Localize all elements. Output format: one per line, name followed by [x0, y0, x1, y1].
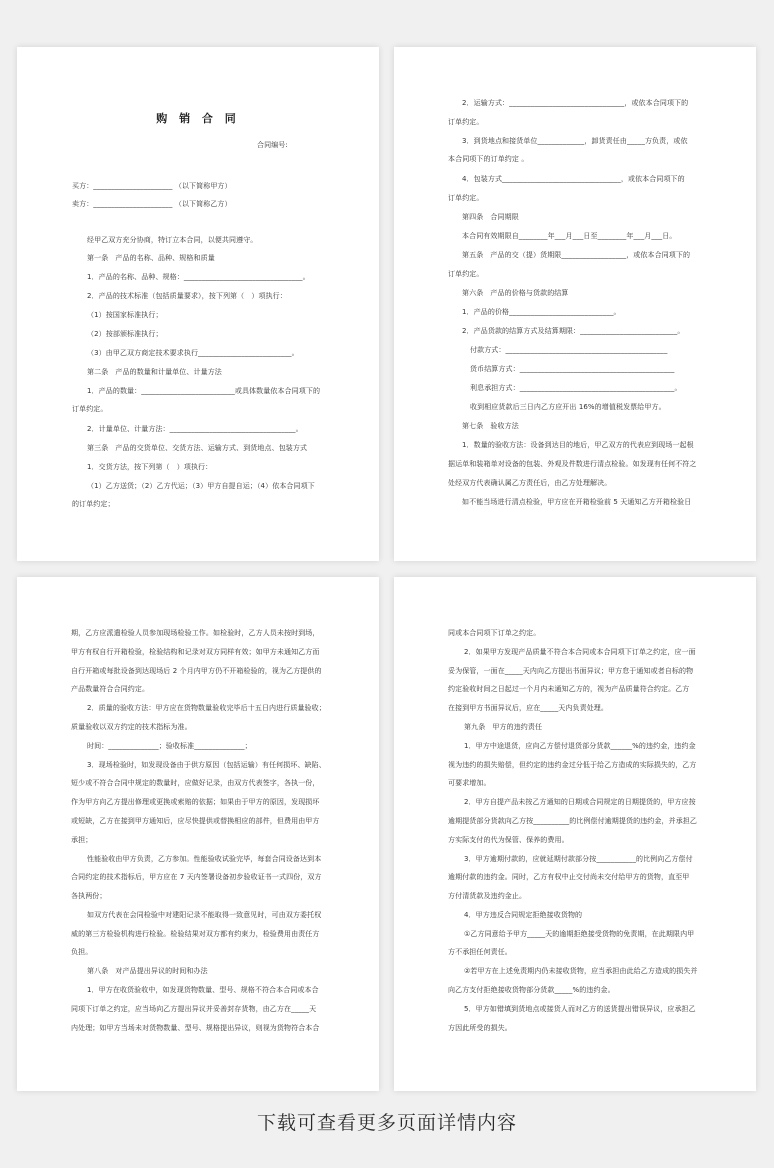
- text-line: 1．甲方在收货验收中，如发现货物数量、型号、规格不符合本合同或本合: [87, 986, 319, 994]
- contract-title: 购 销 合 同: [156, 112, 240, 125]
- text-line: 各执两份；: [71, 892, 107, 900]
- text-line: 3．现场检验时，如发现设备由于供方原因（包括运输）有任何损坏、缺陷、: [87, 761, 326, 769]
- text-line: 方实际支付的代为保管、保养的费用。: [448, 836, 569, 844]
- text-line: 妥为保管，一面在_____天内向乙方提出书面异议；甲方怠于通知或者自标的物: [448, 667, 694, 675]
- text-line: 1．交货方法，按下列第（ ）项执行：: [87, 463, 213, 471]
- text-line: 4．甲方违反合同规定拒绝接收货物的: [464, 911, 583, 919]
- text-line: 时间：______________；验收标准______________；: [87, 742, 252, 750]
- text-line: 订单约定。: [448, 118, 484, 126]
- text-line: 第七条 验收方法: [462, 422, 519, 430]
- text-line: （1）按国家标准执行；: [87, 311, 163, 319]
- text-line: 1．甲方中途退货，应向乙方偿付退货部分货款______%的违约金，违约金: [464, 742, 696, 750]
- text-line: 如不能当场进行清点检验，甲方应在开箱检验前 5 天通知乙方开箱检验日: [462, 498, 692, 506]
- text-line: 质量验收以双方约定的技术指标为准。: [71, 723, 192, 731]
- text-line: 2．甲方自提产品未按乙方通知的日期或合同规定的日期提货的，甲方应按: [464, 798, 696, 806]
- text-line: 本合同项下的订单约定 。: [448, 155, 529, 163]
- text-line: 可要求增加。: [448, 779, 491, 787]
- text-line: （1）乙方送货；（2）乙方代运；（3）甲方自提自运；（4）依本合同项下: [87, 482, 315, 490]
- text-line: 视为违约的损失赔偿，但约定的违约金过分低于给乙方造成的实际损失的，乙方: [448, 761, 697, 769]
- text-line: 方付清货款及违约金止。: [448, 892, 527, 900]
- text-line: 负担。: [71, 948, 93, 956]
- text-line: 在接到甲方书面异议后，应在_____天内负责处理。: [448, 704, 608, 712]
- text-line: 订单约定。: [72, 405, 108, 413]
- text-line: 买方：______________________ （以下简称甲方）: [72, 182, 232, 190]
- text-line: 承担；: [71, 836, 93, 844]
- text-line: 2．产品的技术标准（包括质量要求），按下列第（ ）项执行：: [87, 292, 287, 300]
- text-line: 2．产品货款的结算方式及结算期限：___________________________。: [462, 327, 685, 335]
- text-line: 内处理；如甲方当场未对货物数量、型号、规格提出异议，则视为货物符合本合: [71, 1024, 320, 1032]
- text-line: 1．产品的数量：__________________________或具体数量依本合同项下的: [87, 387, 321, 395]
- text-line: 2．运输方式：________________________________，或依本合同项下的: [462, 99, 689, 107]
- text-line: 约定验收时间之日起过一个月内未通知乙方的，视为产品质量符合约定。乙方: [448, 685, 690, 693]
- text-line: 利息承担方式：___________________________________________。: [470, 384, 682, 392]
- text-line: 订单约定。: [448, 194, 484, 202]
- text-line: （3）由甲乙双方商定技术要求执行__________________________。: [87, 349, 299, 357]
- text-line: 第四条 合同期限: [462, 213, 519, 221]
- document-page-1: [17, 47, 379, 561]
- text-line: ②若甲方在上述免责期内仍未接收货物，应当承担由此给乙方造成的损失并: [464, 967, 698, 975]
- text-line: 第二条 产品的数量和计量单位、计量方法: [87, 368, 222, 376]
- document-page-4: [394, 577, 756, 1091]
- text-line: 处经双方代表确认属乙方责任后，由乙方处理解决。: [448, 479, 612, 487]
- text-line: 货币结算方式：___________________________________________: [470, 365, 675, 373]
- text-line: 期，乙方应派遣检验人员参加现场检验工作。如检验时，乙方人员未按时到场，: [71, 629, 320, 637]
- text-line: 卖方：______________________ （以下简称乙方）: [72, 200, 232, 208]
- text-line: 合同约定的技术指标后，甲方应在 7 天内签署设备初步验收证书一式四份，双方: [71, 873, 322, 881]
- text-line: 经甲乙双方充分协商，特订立本合同，以便共同遵守。: [87, 236, 258, 244]
- text-line: 订单约定。: [448, 270, 484, 278]
- text-line: 逾期付款的违约金。同时，乙方有权中止交付尚未交付给甲方的货物，直至甲: [448, 873, 690, 881]
- text-line: 第九条 甲方的违约责任: [464, 723, 543, 731]
- text-line: 本合同有效期限自________年___月___日至________年___月___日。: [462, 232, 677, 240]
- text-line: 短少或不符合合同中规定的数量时，应做好记录，由双方代表签字，各执一份，: [71, 779, 320, 787]
- text-line: 同项下订单之约定，应当场向乙方提出异议并妥善封存货物，由乙方在_____天: [71, 1005, 317, 1013]
- text-line: 合同编号:: [257, 141, 288, 149]
- text-line: 1．产品的名称、品种、规格：_________________________________。: [87, 273, 310, 281]
- text-line: 或短缺，乙方在接到甲方通知后，应尽快提供或替换相应的部件，但费用由甲方: [71, 817, 320, 825]
- text-line: 的订单约定；: [72, 500, 115, 508]
- text-line: 性能验收由甲方负责，乙方参加。性能验收试验完毕，每套合同设备达到本: [87, 855, 322, 863]
- text-line: 第三条 产品的交货单位、交货方法、运输方式、到货地点、包装方式: [87, 444, 308, 452]
- text-line: 第八条 对产品提出异议的时间和办法: [87, 967, 208, 975]
- text-line: 5．甲方如错填到货地点或接货人而对乙方的送货提出错误异议，应承担乙: [464, 1005, 696, 1013]
- text-line: 威的第三方检验机构进行检验。检验结果对双方都有约束力，检验费用由责任方: [71, 930, 320, 938]
- document-page-2: [394, 47, 756, 561]
- text-line: 向乙方支付拒绝接收货物部分货款_____%的违约金。: [448, 986, 615, 994]
- text-line: 产品数量符合合同约定。: [71, 685, 150, 693]
- text-line: 2．计量单位、计量方法：___________________________________。: [87, 425, 303, 433]
- text-line: 如双方代表在会同检验中对建阳记录不能取得一致意见时，可由双方委托权: [87, 911, 322, 919]
- text-line: 第六条 产品的价格与货款的结算: [462, 289, 569, 297]
- text-line: 收到相应货款后三日内乙方应开出 16%的增值税发票给甲方。: [470, 403, 666, 411]
- text-line: 方不承担任何责任。: [448, 948, 512, 956]
- text-line: 2．如果甲方发现产品质量不符合本合同或本合同项下订单之约定，应一面: [464, 648, 696, 656]
- text-line: （2）按部颁标准执行；: [87, 330, 163, 338]
- text-line: 1．产品的价格_____________________________。: [462, 308, 621, 316]
- text-line: 4．包装方式_________________________________，或依本合同项下的: [462, 175, 685, 183]
- text-line: 自行开箱或每批设备到达现场后 2 个月内甲方仍不开箱检验的，视为乙方提供的: [71, 667, 322, 675]
- text-line: ①乙方同意给予甲方_____天的逾期拒绝接受货物的免责期，在此期限内甲: [464, 930, 695, 938]
- text-line: 逾期提货部分货款向乙方按__________的比例偿付逾期提货的违约金，并承担乙: [448, 817, 697, 825]
- text-line: 3．到货地点和接货单位_____________，卸货责任由_____方负责，或依: [462, 137, 688, 145]
- text-line: 甲方有权自行开箱检验，检验结构和记录对双方同样有效；如甲方未通知乙方而: [71, 648, 320, 656]
- text-line: 2．质量的验收方法：甲方应在货物数量验收完毕后十五日内进行质量验收；: [87, 704, 326, 712]
- text-line: 作为甲方向乙方提出修理或更换或索赔的依据；如果由于甲方的原因，发现损坏: [71, 798, 320, 806]
- download-more-footer[interactable]: 下载可查看更多页面详情内容: [256, 1112, 517, 1134]
- text-line: 付款方式：_____________________________________________: [470, 346, 668, 354]
- text-line: 第一条 产品的名称、品种、规格和质量: [87, 254, 215, 262]
- text-line: 1．数量的验收方法：设备到达目的地后，甲乙双方的代表应到现场一起根: [462, 441, 694, 449]
- text-line: 第五条 产品的交（提）货期限__________________，或依本合同项下的: [462, 251, 691, 259]
- text-line: 同或本合同项下订单之约定。: [448, 629, 541, 637]
- text-line: 据运单和装箱单对设备的包装、外观及件数进行清点检验。如发现有任何不符之: [448, 460, 697, 468]
- document-page-3: [17, 577, 379, 1091]
- text-line: 3．甲方逾期付款的，应就延期付款部分按___________的比例向乙方偿付: [464, 855, 693, 863]
- text-line: 方因此所受的损失。: [448, 1024, 512, 1032]
